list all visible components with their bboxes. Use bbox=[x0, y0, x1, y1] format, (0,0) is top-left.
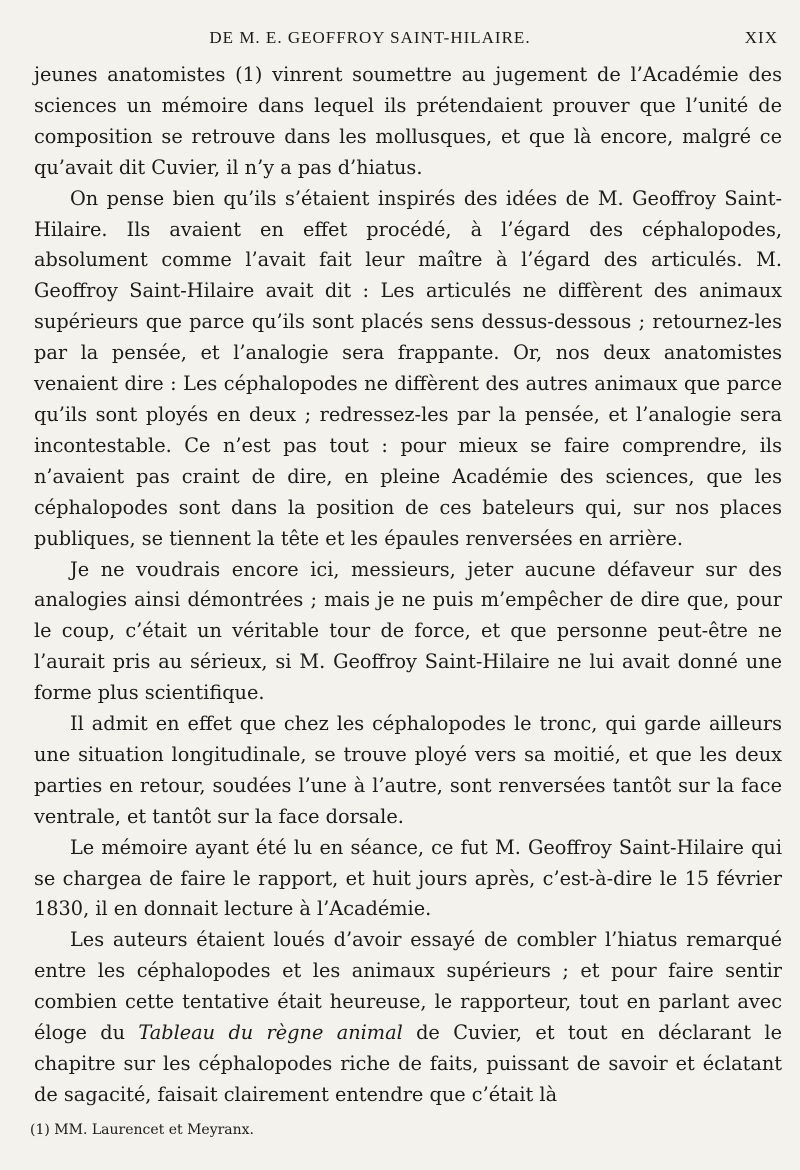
book-title-italic: Tableau du règne animal bbox=[138, 1021, 403, 1045]
running-title: DE M. E. GEOFFROY SAINT-HILAIRE. bbox=[209, 28, 531, 47]
footnote: (1) MM. Laurencet et Meyranx. bbox=[30, 1122, 254, 1138]
paragraph-text-end: de Cuvier, et tout en déclarant le chapitre sur les céphalopodes riche de faits, puissant de savoir et éclatant de sagacité, faisait clairement entendre que c’était là bbox=[34, 1021, 782, 1106]
paragraph-authors-praised bbox=[34, 925, 782, 1110]
paragraph-continuation: jeunes anatomistes (1) vinrent soumettre au jugement de l’Académie des sciences un mémoire dans lequel ils prétendaient prouver que l’unité de composition se retrouve dans les mollusques, et que là encore, malgré ce qu’avait dit Cuvier, il n’y a pas d’hiatus. bbox=[34, 63, 782, 179]
page-number: XIX bbox=[744, 28, 778, 47]
paragraph-imitation-of-geoffroy: On pense bien qu’ils s’étaient inspirés des idées de M. Geoffroy Saint-Hilaire. Ils avaient en effet procédé, à l’égard des céphalopodes, absolument comme l’avait fait leur maître à l’égard des articulés. M. Geoffroy Saint-Hilaire avait dit : Les articulés ne diffèrent des animaux supérieurs que parce qu’ils sont placés sens dessus-dessous ; retournez-les par la pensée, et l’analogie sera frappante. Or, nos deux anatomistes venaient dire : Les céphalopodes ne diffèrent des autres animaux que parce qu’ils sont ployés en deux ; redressez-les par la pensée, et l’analogie sera incontestable. Ce n’est pas tout : pour mieux se faire comprendre, ils n’avaient pas craint de dire, en pleine Académie des sciences, que les céphalopodes sont dans la position de ces bateleurs qui, sur nos places publiques, se tiennent la tête et les épaules renversées en arrière. bbox=[34, 186, 782, 550]
running-head bbox=[0, 22, 800, 54]
paragraph-report-date: Le mémoire ayant été lu en séance, ce fut M. Geoffroy Saint-Hilaire qui se chargea de faire le rapport, et huit jours après, c’est-à-dire le 15 février 1830, il en donnait lecture à l’Académie. bbox=[34, 835, 782, 921]
paragraph-text-start: Les auteurs étaient loués d’avoir essayé de combler l’hiatus remarqué entre les céphalopodes et les animaux supérieurs ; et pour faire sentir combien cette tentative était heureuse, le rapporteur, tout en parlant avec éloge du bbox=[34, 928, 782, 1045]
paragraph-tour-de-force: Je ne voudrais encore ici, messieurs, jeter aucune défaveur sur des analogies ainsi démontrées ; mais je ne puis m’empêcher de dire que, pour le coup, c’était un véritable tour de force, et que personne peut-être ne l’aurait pris au sérieux, si M. Geoffroy Saint-Hilaire ne lui avait donné une forme plus scientifique. bbox=[34, 557, 782, 705]
body-text bbox=[34, 60, 782, 1111]
paragraph-trunk-folding: Il admit en effet que chez les céphalopodes le tronc, qui garde ailleurs une situation longitudinale, se trouve ployé vers sa moitié, et que les deux parties en retour, soudées l’une à l’autre, sont renversées tantôt sur la face ventrale, et tantôt sur la face dorsale. bbox=[34, 712, 782, 828]
